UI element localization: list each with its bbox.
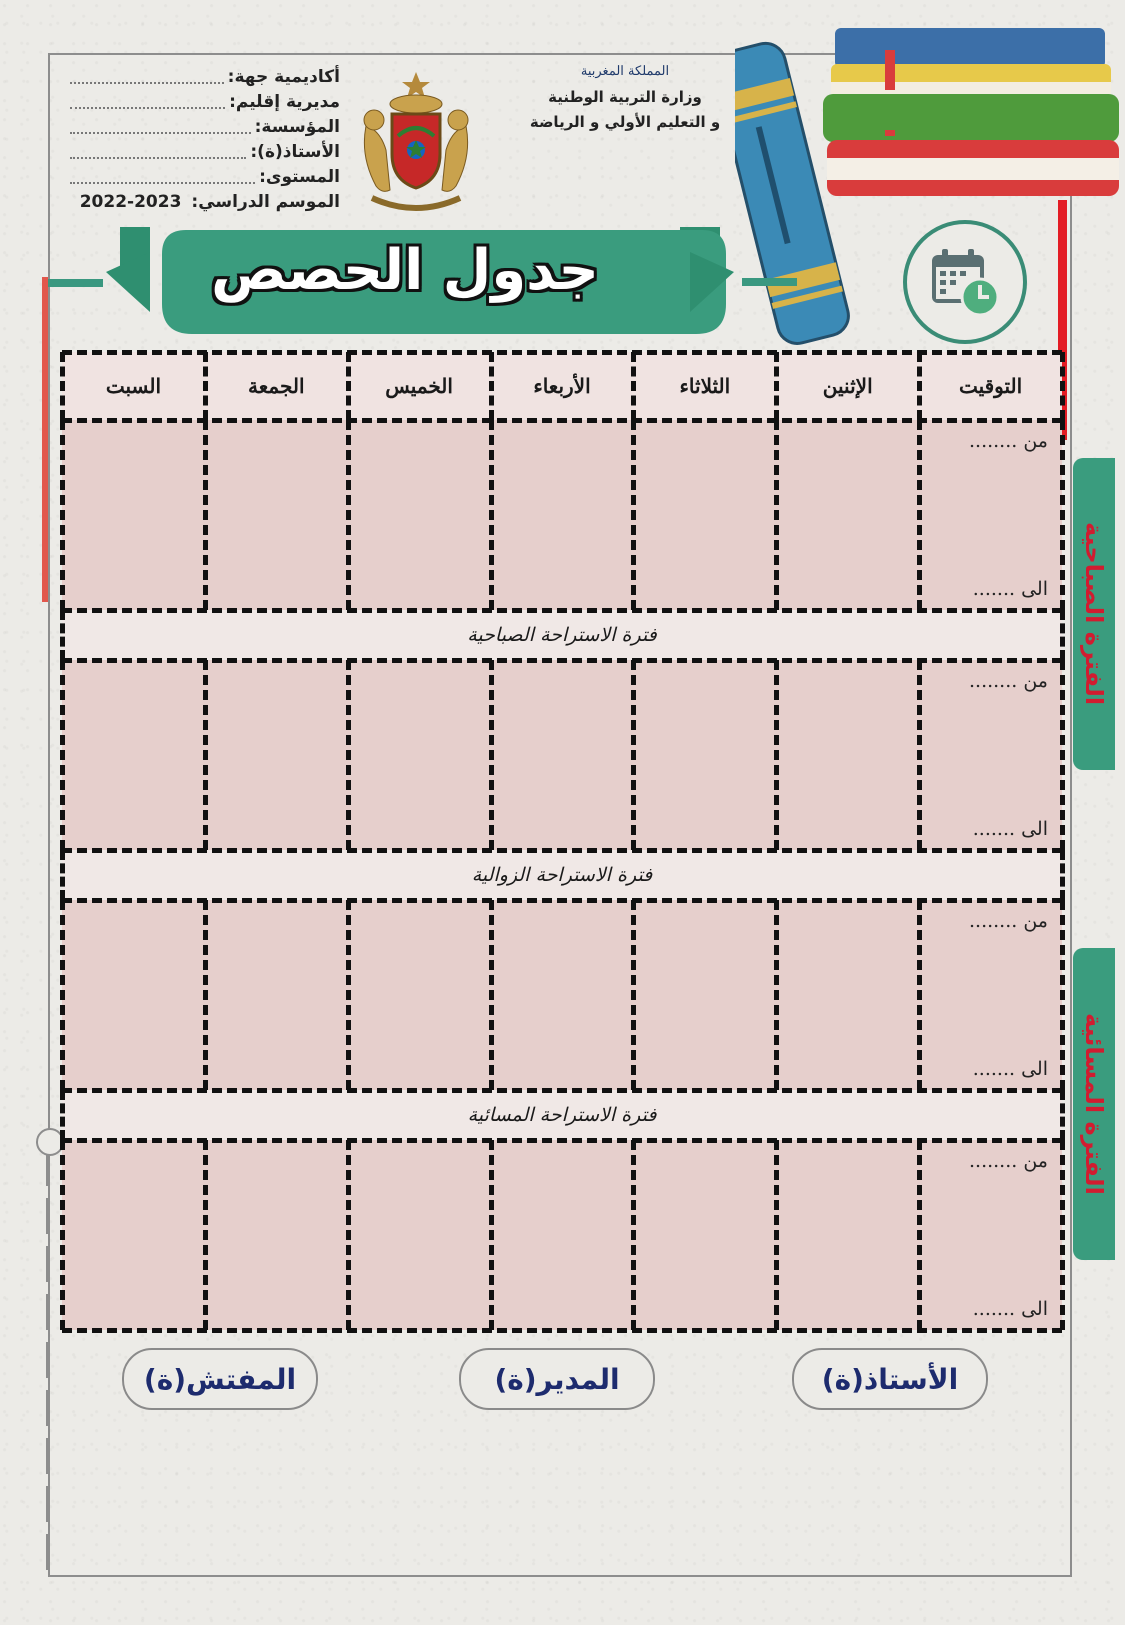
header-day: الجمعة: [205, 352, 348, 420]
break-row: فترة الاستراحة المسائية: [62, 1090, 1062, 1140]
grid-line: [1060, 660, 1065, 850]
ministry-block: [500, 64, 750, 135]
grid-line: [62, 658, 1062, 663]
left-green-line: [48, 279, 103, 287]
grid-line: [62, 608, 1062, 613]
grid-line: [62, 898, 1062, 903]
lesson-slot[interactable]: [776, 420, 919, 610]
page-title: جدول الحصص: [211, 238, 599, 303]
grid-line: [774, 660, 779, 850]
break-row: فترة الاستراحة الصباحية: [62, 610, 1062, 660]
info-season: الموسم الدراسي: 2022-2023: [79, 191, 340, 212]
grid-line: [62, 350, 1062, 355]
grid-line: [489, 420, 494, 610]
grid-line: [346, 900, 351, 1090]
info-academy: أكاديمية جهة:: [70, 64, 340, 89]
grid-line: [489, 660, 494, 850]
lesson-slot[interactable]: [62, 1140, 205, 1330]
lesson-slot[interactable]: [348, 660, 491, 850]
grid-line: [203, 352, 208, 420]
grid-line: [203, 420, 208, 610]
grid-line: [346, 352, 351, 420]
time-to-field[interactable]: الى .......: [972, 1298, 1048, 1320]
grid-line: [60, 900, 65, 1090]
header-day: الخميس: [348, 352, 491, 420]
grid-line: [1060, 1090, 1065, 1140]
lesson-slot[interactable]: [491, 420, 634, 610]
lesson-slot[interactable]: [205, 1140, 348, 1330]
time-to-field[interactable]: الى .......: [972, 818, 1048, 840]
lesson-slot[interactable]: [491, 900, 634, 1090]
calendar-icon: [926, 243, 1004, 321]
header-day: السبت: [62, 352, 205, 420]
signature-teacher: الأستاذ(ة): [792, 1348, 988, 1410]
header-info: [70, 64, 340, 214]
signature-inspector: المفتش(ة): [122, 1348, 318, 1410]
grid-line: [1060, 900, 1065, 1090]
grid-line: [62, 1328, 1062, 1333]
info-school: المؤسسة:: [70, 114, 340, 139]
grid-line: [1060, 610, 1065, 660]
right-green-line: [742, 278, 797, 286]
kingdom-label: المملكة المغربية: [580, 64, 670, 79]
grid-line: [62, 418, 1062, 423]
grid-line: [62, 848, 1062, 853]
lesson-slot[interactable]: [633, 660, 776, 850]
time-to-field[interactable]: الى .......: [972, 578, 1048, 600]
time-from-field[interactable]: من ........: [968, 670, 1048, 692]
lesson-slot[interactable]: [491, 1140, 634, 1330]
ministry-line-2: و التعليم الأولي و الرياضة: [529, 113, 721, 131]
grid-line: [917, 352, 922, 420]
grid-line: [1060, 420, 1065, 610]
grid-line: [917, 900, 922, 1090]
grid-line: [631, 900, 636, 1090]
time-slot-cell: [919, 900, 1062, 1090]
grid-line: [917, 660, 922, 850]
time-to-field[interactable]: الى .......: [972, 1058, 1048, 1080]
lesson-slot[interactable]: [348, 1140, 491, 1330]
grid-line: [631, 352, 636, 420]
lesson-slot[interactable]: [62, 900, 205, 1090]
info-directorate: مديرية إقليم:: [70, 89, 340, 114]
ministry-line-1: وزارة التربية الوطنية: [548, 88, 702, 106]
left-accent-bar: [42, 277, 48, 602]
lesson-slot[interactable]: [633, 420, 776, 610]
lesson-slot[interactable]: [205, 900, 348, 1090]
calendar-clock-icon: [903, 220, 1027, 344]
lesson-slot[interactable]: [491, 660, 634, 850]
grid-line: [631, 420, 636, 610]
grid-line: [60, 1140, 65, 1330]
lesson-slot[interactable]: [348, 420, 491, 610]
lesson-slot[interactable]: [205, 660, 348, 850]
grid-line: [489, 352, 494, 420]
signature-director: المدير(ة): [459, 1348, 655, 1410]
grid-line: [774, 900, 779, 1090]
header-day: الأربعاء: [491, 352, 634, 420]
time-slot-cell: [919, 420, 1062, 610]
lesson-slot[interactable]: [776, 900, 919, 1090]
time-from-field[interactable]: من ........: [968, 910, 1048, 932]
lesson-slot[interactable]: [633, 900, 776, 1090]
grid-line: [631, 660, 636, 850]
lesson-slot[interactable]: [62, 420, 205, 610]
time-from-field[interactable]: من ........: [968, 430, 1048, 452]
grid-line: [203, 900, 208, 1090]
grid-line: [1060, 1140, 1065, 1330]
lesson-slot[interactable]: [205, 420, 348, 610]
grid-line: [203, 660, 208, 850]
lesson-slot[interactable]: [776, 1140, 919, 1330]
grid-line: [489, 900, 494, 1090]
info-teacher: الأستاذ(ة):: [70, 139, 340, 164]
grid-line: [1060, 850, 1065, 900]
grid-line: [774, 420, 779, 610]
grid-line: [489, 1140, 494, 1330]
grid-line: [774, 1140, 779, 1330]
time-slot-cell: [919, 1140, 1062, 1330]
break-row: فترة الاستراحة الزوالية: [62, 850, 1062, 900]
grid-line: [917, 420, 922, 610]
grid-line: [346, 420, 351, 610]
lesson-slot[interactable]: [633, 1140, 776, 1330]
header-day: الثلاثاء: [633, 352, 776, 420]
time-slot-cell: [919, 660, 1062, 850]
grid-line: [60, 610, 65, 660]
frame-dashed-edge: [46, 1150, 49, 1570]
grid-line: [60, 660, 65, 850]
grid-line: [62, 1088, 1062, 1093]
header-day: الإثنين: [776, 352, 919, 420]
grid-line: [60, 850, 65, 900]
grid-line: [346, 660, 351, 850]
grid-line: [60, 420, 65, 610]
grid-line: [917, 1140, 922, 1330]
grid-line: [60, 1090, 65, 1140]
grid-line: [203, 1140, 208, 1330]
lesson-slot[interactable]: [62, 660, 205, 850]
moroccan-coat-of-arms: [352, 66, 480, 216]
grid-line: [60, 352, 65, 420]
grid-line: [346, 1140, 351, 1330]
timetable: [62, 352, 1062, 1332]
lesson-slot[interactable]: [776, 660, 919, 850]
lesson-slot[interactable]: [348, 900, 491, 1090]
grid-line: [631, 1140, 636, 1330]
grid-line: [1060, 352, 1065, 420]
tab-morning-period: الفترة الصباحية: [1073, 458, 1115, 770]
info-level: المستوى:: [70, 164, 340, 189]
grid-line: [774, 352, 779, 420]
time-from-field[interactable]: من ........: [968, 1150, 1048, 1172]
header-time: التوقيت: [919, 352, 1062, 420]
grid-line: [62, 1138, 1062, 1143]
tab-evening-period: الفترة المسائية: [1073, 948, 1115, 1260]
